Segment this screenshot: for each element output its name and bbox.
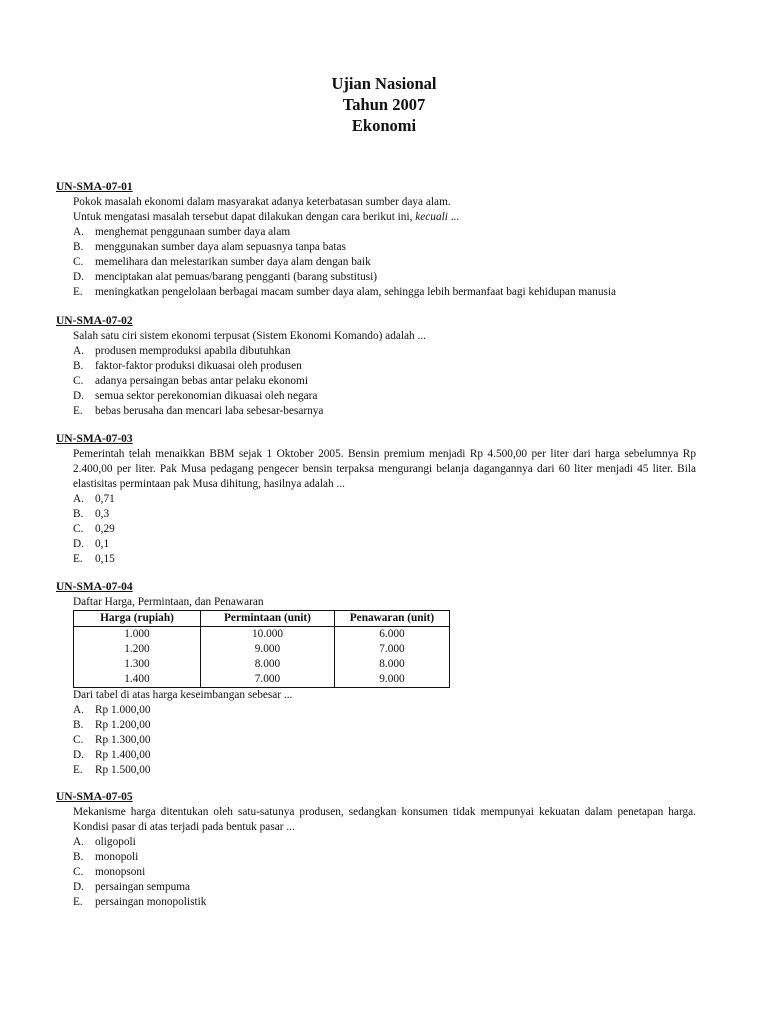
title-line-1: Ujian Nasional <box>331 74 437 93</box>
table-caption: Daftar Harga, Permintaan, dan Penawaran <box>73 596 264 608</box>
option-letter: B. <box>73 241 84 253</box>
option-letter: A. <box>73 836 84 848</box>
option-letter: E. <box>73 553 83 565</box>
stem-emphasis: kecuali <box>415 211 448 223</box>
title-line-3: Ekonomi <box>351 116 417 135</box>
table-row <box>74 642 450 657</box>
option-letter: A. <box>73 493 84 505</box>
option-text: adanya persaingan bebas antar pelaku ekonomi <box>95 375 308 387</box>
table-header-row <box>74 611 450 627</box>
option-text: Rp 1.300,00 <box>95 734 151 746</box>
question-stem: Pokok masalah ekonomi dalam masyarakat adanya keterbatasan sumber daya alam. <box>73 196 451 208</box>
option-text: produsen memproduksi apabila dibutuhkan <box>95 345 291 357</box>
option-text: menciptakan alat pemuas/barang pengganti (barang substitusi) <box>95 271 378 283</box>
table-cell: 6.000 <box>335 627 450 643</box>
option-letter: E. <box>73 286 83 298</box>
option <box>73 718 696 733</box>
option-letter: C. <box>73 256 84 268</box>
table-cell: 9.000 <box>201 642 335 657</box>
option <box>73 492 696 507</box>
option <box>73 344 696 359</box>
question-stem: Salah satu ciri sistem ekonomi terpusat (Sistem Ekonomi Komando) adalah ... <box>73 330 426 342</box>
option-letter: C. <box>73 523 84 535</box>
option <box>73 374 696 389</box>
option <box>73 359 696 374</box>
option <box>73 763 696 778</box>
option-letter: A. <box>73 345 84 357</box>
question-id: UN-SMA-07-02 <box>56 315 133 327</box>
table-cell: 9.000 <box>335 672 450 688</box>
option-letter: B. <box>73 508 84 520</box>
option-letter: E. <box>73 405 83 417</box>
table-row <box>74 657 450 672</box>
option-text: meningkatkan pengelolaan berbagai macam sumber daya alam, sehingga lebih bermanfaat bagi kehidupan manusia <box>95 286 617 298</box>
option <box>73 285 696 300</box>
option-text: oligopoli <box>95 836 136 848</box>
option <box>73 240 696 255</box>
option-letter: B. <box>73 719 84 731</box>
option <box>73 507 696 522</box>
option-letter: D. <box>73 271 84 283</box>
option-text: 0,15 <box>95 553 115 565</box>
option-letter: D. <box>73 749 84 761</box>
question-03 <box>56 432 696 567</box>
option-letter: B. <box>73 360 84 372</box>
option-text: Rp 1.400,00 <box>95 749 151 761</box>
option-letter: C. <box>73 734 84 746</box>
option <box>73 880 696 895</box>
table-row <box>74 672 450 688</box>
option <box>73 895 696 910</box>
option <box>73 850 696 865</box>
question-01 <box>56 180 696 300</box>
option <box>73 404 696 419</box>
option <box>73 225 696 240</box>
question-id: UN-SMA-07-03 <box>56 433 133 445</box>
option <box>73 522 696 537</box>
option-text: persaingan sempuma <box>95 881 191 893</box>
question-id: UN-SMA-07-05 <box>56 791 133 803</box>
option <box>73 537 696 552</box>
option-letter: B. <box>73 851 84 863</box>
table-cell: 1.200 <box>74 642 201 657</box>
option-text: menghemat penggunaan sumber daya alam <box>95 226 291 238</box>
option-text: bebas berusaha dan mencari laba sebesar-besarnya <box>95 405 324 417</box>
option-text: monopoli <box>95 851 139 863</box>
question-05 <box>56 790 696 910</box>
table-row <box>74 627 450 643</box>
stem-text: Untuk mengatasi masalah tersebut dapat dilakukan dengan cara berikut ini, <box>73 211 413 223</box>
table-cell: 8.000 <box>335 657 450 672</box>
question-04 <box>56 580 696 778</box>
table-cell: 1.300 <box>74 657 201 672</box>
table-cell: 8.000 <box>201 657 335 672</box>
question-02 <box>56 314 696 419</box>
option <box>73 703 696 718</box>
option-text: Rp 1.500,00 <box>95 764 151 776</box>
option-letter: E. <box>73 896 83 908</box>
stem-tail: ... <box>447 211 460 223</box>
table-cell: 1.000 <box>74 627 201 643</box>
option-text: persaingan monopolistik <box>95 896 207 908</box>
option-letter: C. <box>73 375 84 387</box>
option <box>73 270 696 285</box>
question-id: UN-SMA-07-01 <box>56 181 133 193</box>
table-cell: 7.000 <box>335 642 450 657</box>
option-text: Rp 1.000,00 <box>95 704 151 716</box>
column-header: Harga (rupiah) <box>74 611 201 627</box>
question-stem-2 <box>73 210 696 225</box>
option-text: 0,1 <box>95 538 110 550</box>
question-id: UN-SMA-07-04 <box>56 581 133 593</box>
question-stem: Dari tabel di atas harga keseimbangan sebesar ... <box>73 689 293 701</box>
table-cell: 7.000 <box>201 672 335 688</box>
option <box>73 733 696 748</box>
option-text: Rp 1.200,00 <box>95 719 151 731</box>
option-text: 0,3 <box>95 508 110 520</box>
title-line-2: Tahun 2007 <box>342 95 426 114</box>
option-text: faktor-faktor produksi dikuasai oleh produsen <box>95 360 302 372</box>
option-letter: A. <box>73 704 84 716</box>
price-table <box>73 610 450 688</box>
table-cell: 10.000 <box>201 627 335 643</box>
option-letter: D. <box>73 390 84 402</box>
option <box>73 552 696 567</box>
option-text: semua sektor perekonomian dikuasai oleh negara <box>95 390 318 402</box>
question-stem: Mekanisme harga ditentukan oleh satu-satunya produsen, sedangkan konsumen tidak mempunyai kekuatan dalam penetapan harga. Kondisi pasar di atas terjadi pada bentuk pasar ... <box>73 806 696 833</box>
column-header: Penawaran (unit) <box>335 611 450 627</box>
document-title <box>0 73 768 136</box>
option <box>73 748 696 763</box>
option-letter: D. <box>73 538 84 550</box>
table-cell: 1.400 <box>74 672 201 688</box>
option-text: menggunakan sumber daya alam sepuasnya tanpa batas <box>95 241 346 253</box>
option-letter: C. <box>73 866 84 878</box>
option <box>73 865 696 880</box>
question-stem: Pemerintah telah menaikkan BBM sejak 1 Oktober 2005. Bensin premium menjadi Rp 4.500,00 per liter dari harga sebelumnya Rp 2.400,00 per liter. Pak Musa pedagang pengecer bensin terpaksa mengurangi belanja dagangannya dari 60 liter menjadi 45 liter. Bila elastisitas permintaan pak Musa dihitung, hasilnya adalah ... <box>73 448 696 490</box>
option-letter: A. <box>73 226 84 238</box>
column-header: Permintaan (unit) <box>201 611 335 627</box>
option <box>73 835 696 850</box>
option-letter: D. <box>73 881 84 893</box>
option-text: monopsoni <box>95 866 146 878</box>
option <box>73 255 696 270</box>
option-letter: E. <box>73 764 83 776</box>
option-text: 0,29 <box>95 523 115 535</box>
option-text: 0,71 <box>95 493 115 505</box>
option-text: memelihara dan melestarikan sumber daya alam dengan baik <box>95 256 371 268</box>
option <box>73 389 696 404</box>
